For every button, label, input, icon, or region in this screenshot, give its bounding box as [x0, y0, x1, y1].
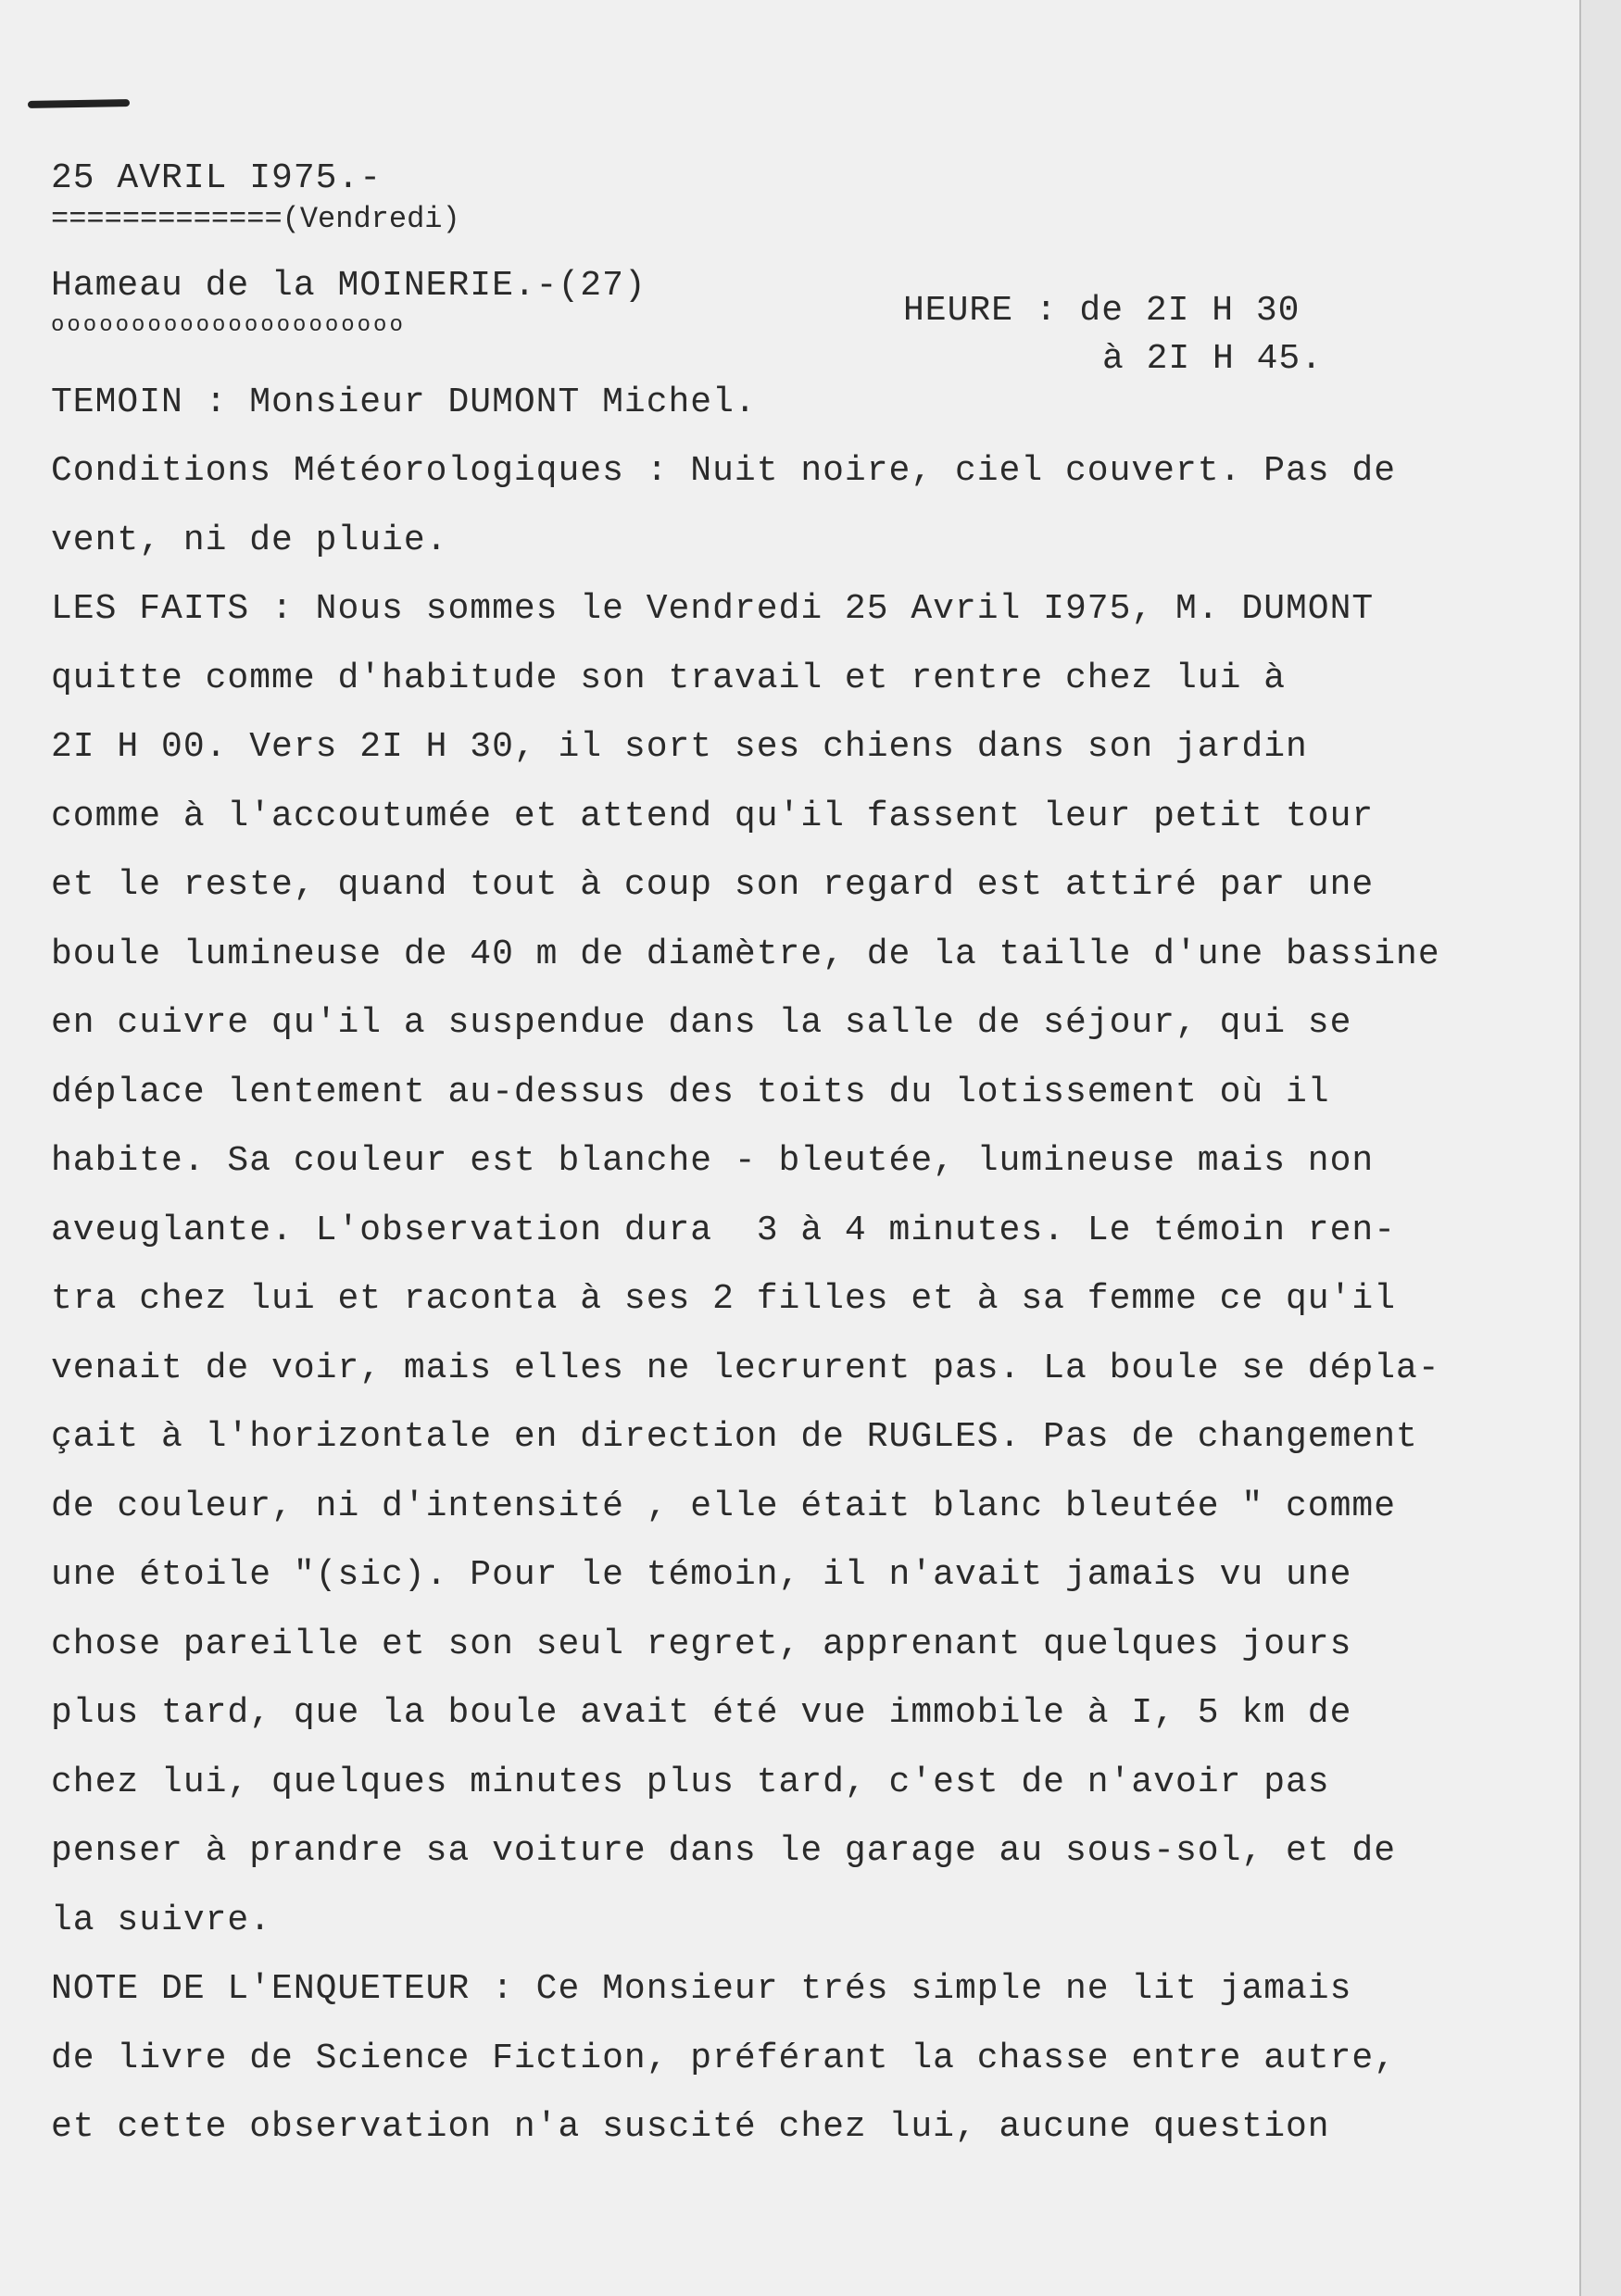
typed-report: [51, 157, 1570, 2163]
place-underline: oooooooooooooooooooooo: [51, 313, 406, 338]
body-line: comme à l'accoutumée et attend qu'il fassent leur petit tour: [51, 796, 1375, 836]
body-line: habite. Sa couleur est blanche - bleutée, lumineuse mais non: [51, 1141, 1375, 1181]
place-line: Hameau de la MOINERIE.-(27): [51, 266, 647, 306]
temoin-line: TEMOIN : Monsieur DUMONT Michel.: [51, 383, 757, 422]
body-line: une étoile "(sic). Pour le témoin, il n'avait jamais vu une: [51, 1555, 1352, 1595]
body-line: tra chez lui et raconta à ses 2 filles et à sa femme ce qu'il: [51, 1279, 1397, 1319]
body-line: plus tard, que la boule avait été vue immobile à I, 5 km de: [51, 1693, 1352, 1733]
date-underline: =============(Vendredi): [51, 202, 460, 236]
body-line: la suivre.: [51, 1900, 272, 1940]
body-line: et cette observation n'a suscité chez lui, aucune question: [51, 2107, 1330, 2147]
heure-line-2: à 2I H 45.: [1102, 339, 1324, 379]
body-line: penser à prandre sa voiture dans le garage au sous-sol, et de: [51, 1831, 1397, 1871]
scan-edge: [1579, 0, 1621, 2296]
body-line: NOTE DE L'ENQUETEUR : Ce Monsieur trés simple ne lit jamais: [51, 1969, 1352, 2009]
body-line: quitte comme d'habitude son travail et rentre chez lui à: [51, 658, 1287, 698]
heure-line-1: HEURE : de 2I H 30: [903, 291, 1301, 331]
body-line: boule lumineuse de 40 m de diamètre, de la taille d'une bassine: [51, 934, 1440, 974]
body-line: Conditions Météorologiques : Nuit noire, ciel couvert. Pas de: [51, 451, 1397, 491]
body-line: chez lui, quelques minutes plus tard, c'est de n'avoir pas: [51, 1762, 1330, 1802]
body-line: chose pareille et son seul regret, apprenant quelques jours: [51, 1624, 1352, 1664]
body-line: déplace lentement au-dessus des toits du lotissement où il: [51, 1072, 1330, 1112]
body-line: çait à l'horizontale en direction de RUGLES. Pas de changement: [51, 1417, 1418, 1457]
date-line: 25 AVRIL I975.-: [51, 158, 383, 198]
ink-mark: [28, 99, 130, 108]
body-line: vent, ni de pluie.: [51, 520, 448, 560]
body-line: venait de voir, mais elles ne lecrurent pas. La boule se dépla-: [51, 1348, 1440, 1388]
heure-block: [903, 287, 1323, 383]
body-line: aveuglante. L'observation dura 3 à 4 minutes. Le témoin ren-: [51, 1210, 1397, 1250]
body-line: de couleur, ni d'intensité , elle était blanc bleutée " comme: [51, 1486, 1397, 1526]
body-line: de livre de Science Fiction, préférant la chasse entre autre,: [51, 2038, 1397, 2078]
report-body: [51, 437, 1570, 2163]
body-line: et le reste, quand tout à coup son regard est attiré par une: [51, 865, 1375, 905]
body-line: LES FAITS : Nous sommes le Vendredi 25 Avril I975, M. DUMONT: [51, 589, 1375, 629]
body-line: 2I H 00. Vers 2I H 30, il sort ses chiens dans son jardin: [51, 727, 1308, 767]
body-line: en cuivre qu'il a suspendue dans la salle de séjour, qui se: [51, 1003, 1352, 1043]
